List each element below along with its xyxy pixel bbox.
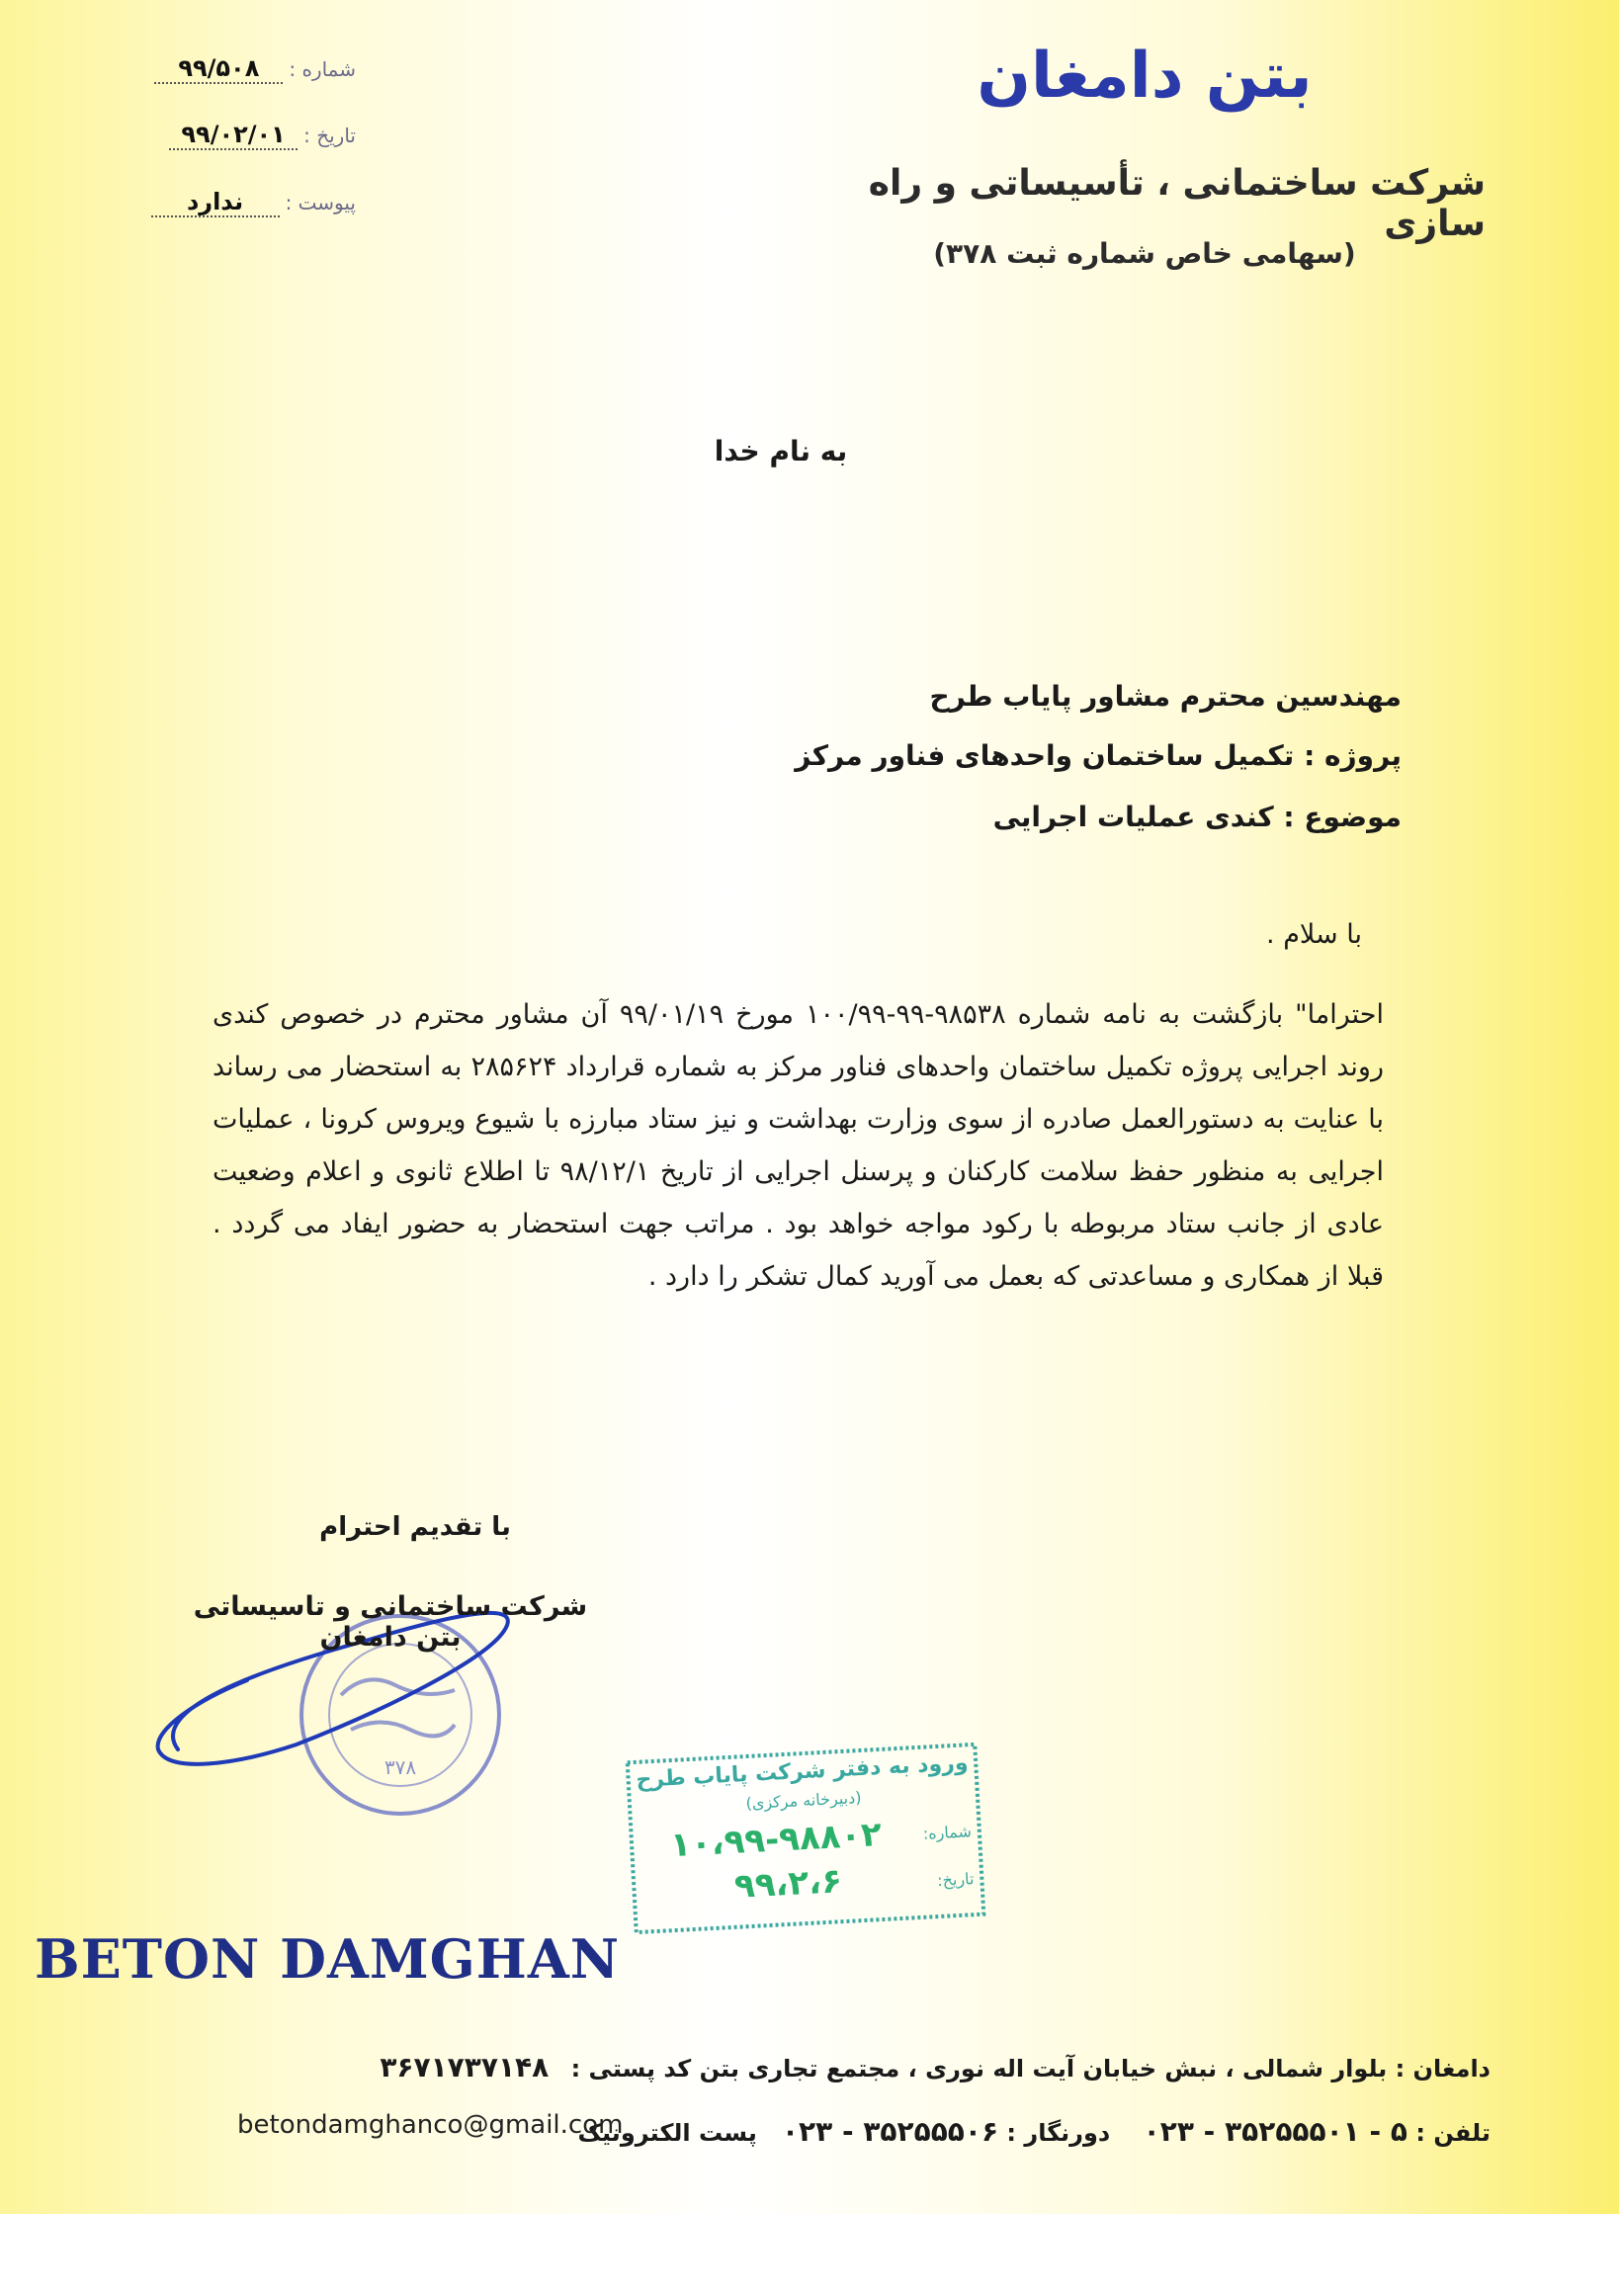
- brand-latin: BETON DAMGHAN: [35, 1927, 621, 1991]
- fax-label: دورنگار :: [1006, 2119, 1111, 2147]
- inbox-date-label: تاریخ:: [936, 1869, 975, 1891]
- letter-attachment-field: [119, 188, 356, 227]
- letter-date-label: تاریخ :: [303, 124, 356, 147]
- inbox-stamp: [624, 1741, 988, 1937]
- letter-body: احتراما" بازگشت به نامه شماره ۹۸۵۳۸-۹۹-۱۰۰/۹۹ مورخ ۹۹/۰۱/۱۹ آن مشاور محترم در خصوص کندی روند اجرایی پروژه تکمیل ساختمان واحدهای فناور مرکز به شماره قرارداد ۲۸۵۶۲۴ به استحضار می رساند با عنایت به دستورالعمل صادره از سوی وزارت بهداشت و نیز ستاد مبارزه با شیوع ویروس کرونا ، عملیات اجرایی به منظور حفظ سلامت کارکنان و پرسنل اجرایی از تاریخ ۹۸/۱۲/۱ تا اطلاع ثانوی و اعلام وضعیت عادی از جانب ستاد مربوطه با رکود مواجه خواهد بود . مراتب جهت استحضار به حضور ایفاد می گردد . قبلا از همکاری و مساعدتی که بعمل می آورید کمال تشکر را دارد .: [213, 999, 1384, 1292]
- company-registration: (سهامی خاص شماره ثبت ۳۷۸): [933, 237, 1356, 270]
- seal-number: ۳۷۸: [383, 1755, 417, 1779]
- inbox-stamp-title: ورود به دفتر شرکت پایاب طرح: [635, 1750, 970, 1793]
- project-line: پروژه : تکمیل ساختمان واحدهای فناور مرکز: [795, 739, 1402, 772]
- company-name: بتن دامغان: [977, 40, 1313, 113]
- phone-number: ۵ - ۳۵۲۵۵۵۰۱ - ۰۲۳: [1143, 2115, 1407, 2148]
- letter-number-value: ۹۹/۵۰۸: [154, 54, 283, 84]
- letter-attachment-value: ندارد: [151, 188, 280, 217]
- inbox-date: ۹۹،۲،۶: [732, 1861, 843, 1907]
- inbox-number-label: شماره:: [922, 1822, 973, 1843]
- subject-line: موضوع : کندی عملیات اجرایی: [992, 801, 1402, 833]
- email-address[interactable]: betondamghanco@gmail.com: [237, 2110, 624, 2140]
- letter-date-field: [119, 121, 356, 160]
- letter-date-value: ۹۹/۰۲/۰۱: [169, 121, 298, 150]
- inbox-number: ۱۰،۹۹-۹۸۸۰۲: [669, 1815, 883, 1866]
- letter-attachment-label: پیوست :: [285, 191, 356, 214]
- company-type: شرکت ساختمانی ، تأسیساتی و راه سازی: [868, 163, 1486, 244]
- letter-number-label: شماره :: [289, 57, 356, 81]
- footer-postal-code: ۳۶۷۱۷۳۷۱۴۸: [380, 2051, 550, 2083]
- email-label: پست الکترونیک: [577, 2119, 757, 2147]
- inbox-stamp-subtitle: (دبیرخانه مرکزی): [745, 1788, 862, 1814]
- letter-number-field: [119, 54, 356, 94]
- basmala: به نام خدا: [714, 435, 848, 468]
- footer-address: [304, 2051, 1491, 2083]
- fax-number: ۳۵۲۵۵۵۰۶ - ۰۲۳: [781, 2115, 999, 2148]
- phone-label: تلفن :: [1415, 2119, 1491, 2147]
- greeting: با سلام .: [1266, 919, 1362, 950]
- footer-address-text: دامغان : بلوار شمالی ، نبش خیابان آیت اله نوری ، مجتمع تجاری بتن کد پستی :: [570, 2055, 1491, 2083]
- recipient-line: مهندسین محترم مشاور پایاب طرح: [929, 680, 1402, 713]
- closing-phrase: با تقدیم احترام: [319, 1512, 511, 1542]
- signatory-company: شرکت ساختمانی و تاسیساتی بتن دامغان: [193, 1591, 588, 1653]
